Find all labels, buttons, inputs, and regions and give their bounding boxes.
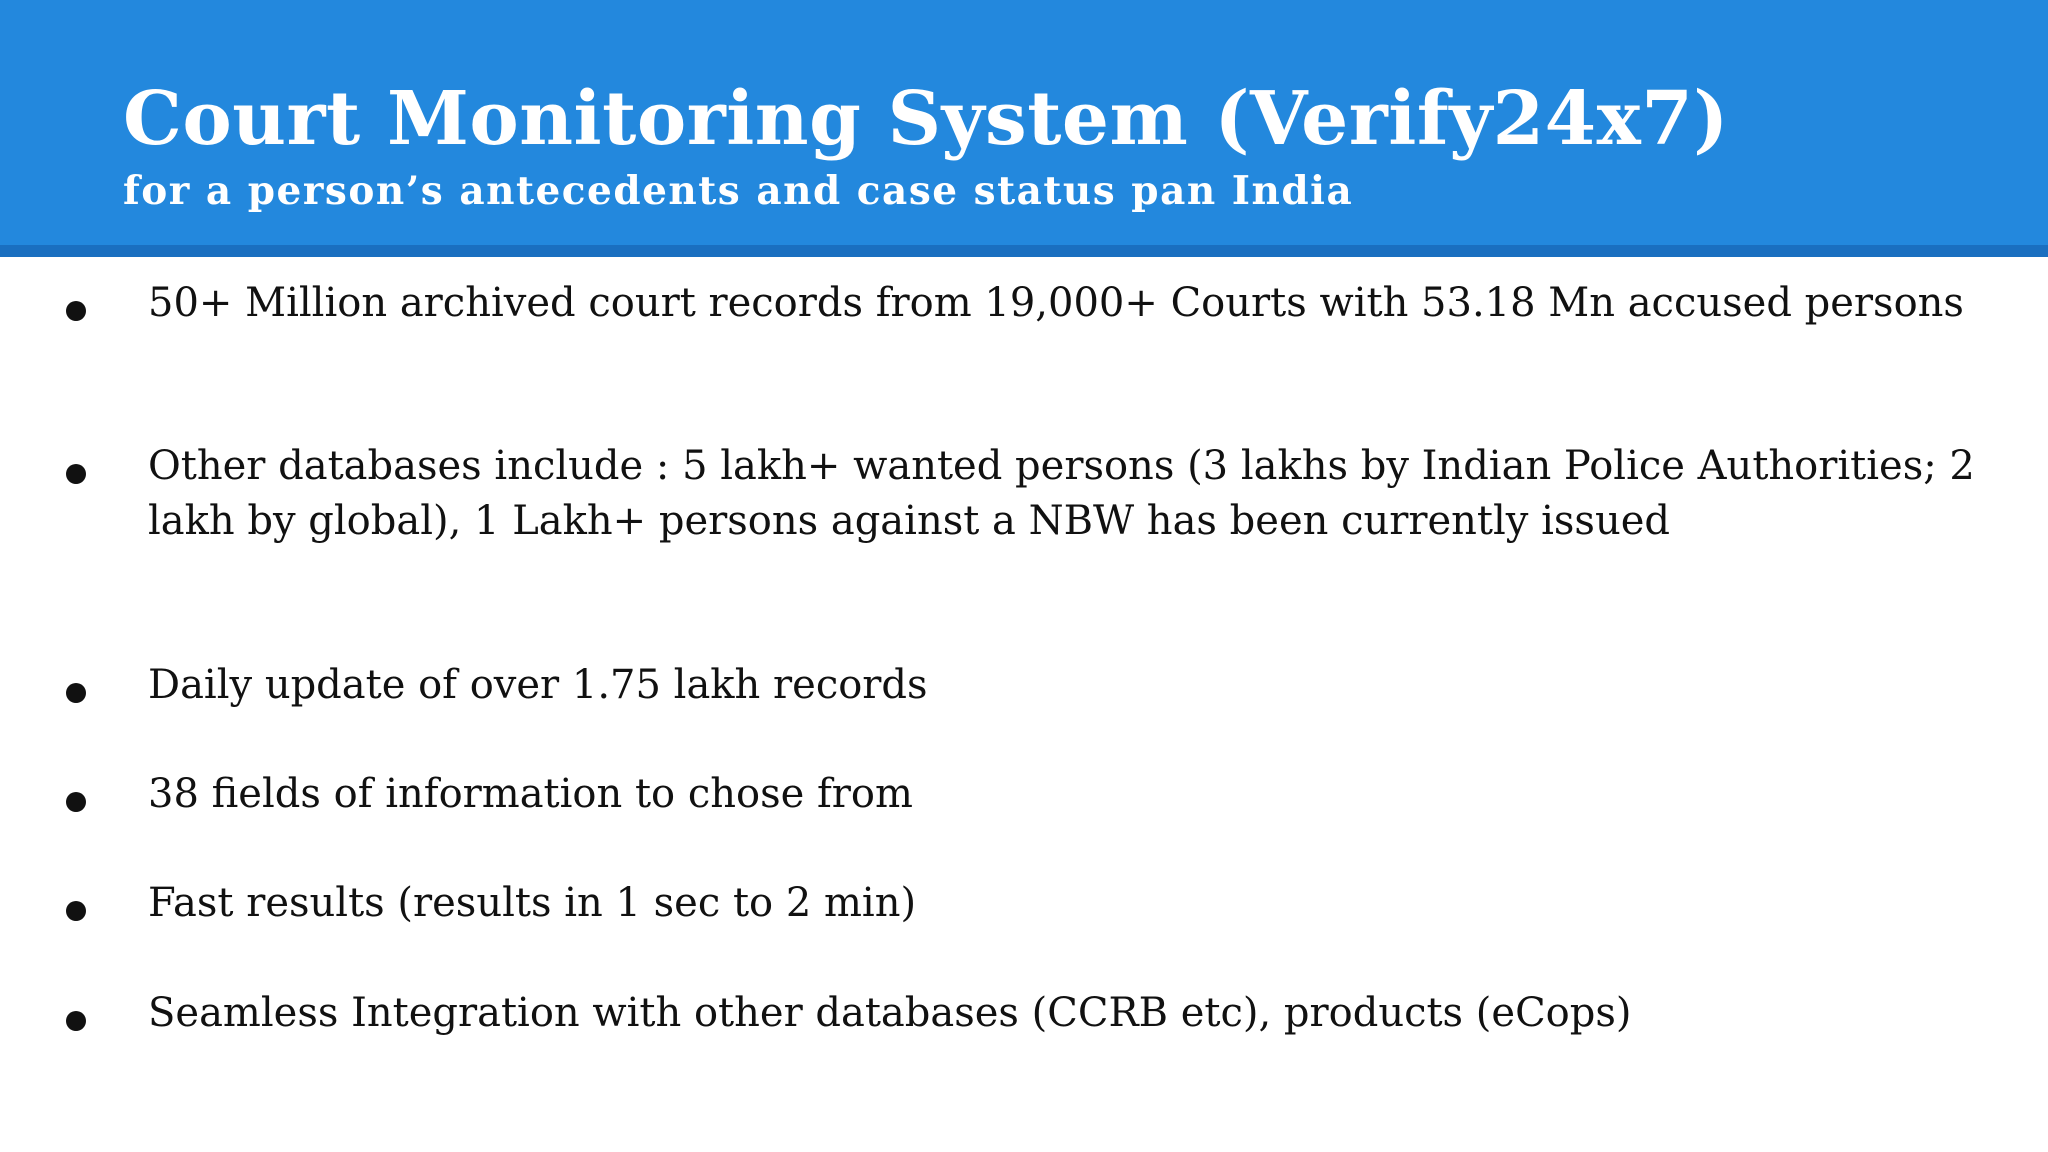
bullet-text: 50+ Million archived court records from 19,000+ Courts with 53.18 Mn accused persons xyxy=(148,280,1964,326)
bullet-dot-icon xyxy=(66,301,86,321)
bullet-dot-icon xyxy=(66,683,86,703)
slide-subtitle: for a person’s antecedents and case status pan India xyxy=(123,168,1354,214)
bullet-dot-icon xyxy=(66,792,86,812)
bullet-dot-icon xyxy=(66,1011,86,1031)
bullet-text: Seamless Integration with other databases (CCRB etc), products (eCops) xyxy=(148,990,1632,1036)
bullet-dot-icon xyxy=(66,901,86,921)
bullet-text: Fast results (results in 1 sec to 2 min) xyxy=(148,880,917,926)
bullet-text: Daily update of over 1.75 lakh records xyxy=(148,662,928,708)
bullet-text: Other databases include : 5 lakh+ wanted persons (3 lakhs by Indian Police Authorities; 2 lakh by global), 1 Lakh+ persons against a NBW has been currently issued xyxy=(148,443,1975,544)
bullet-text: 38 fields of information to chose from xyxy=(148,771,913,817)
bullet-dot-icon xyxy=(66,464,86,484)
slide-title: Court Monitoring System (Verify24x7) xyxy=(123,76,1729,162)
